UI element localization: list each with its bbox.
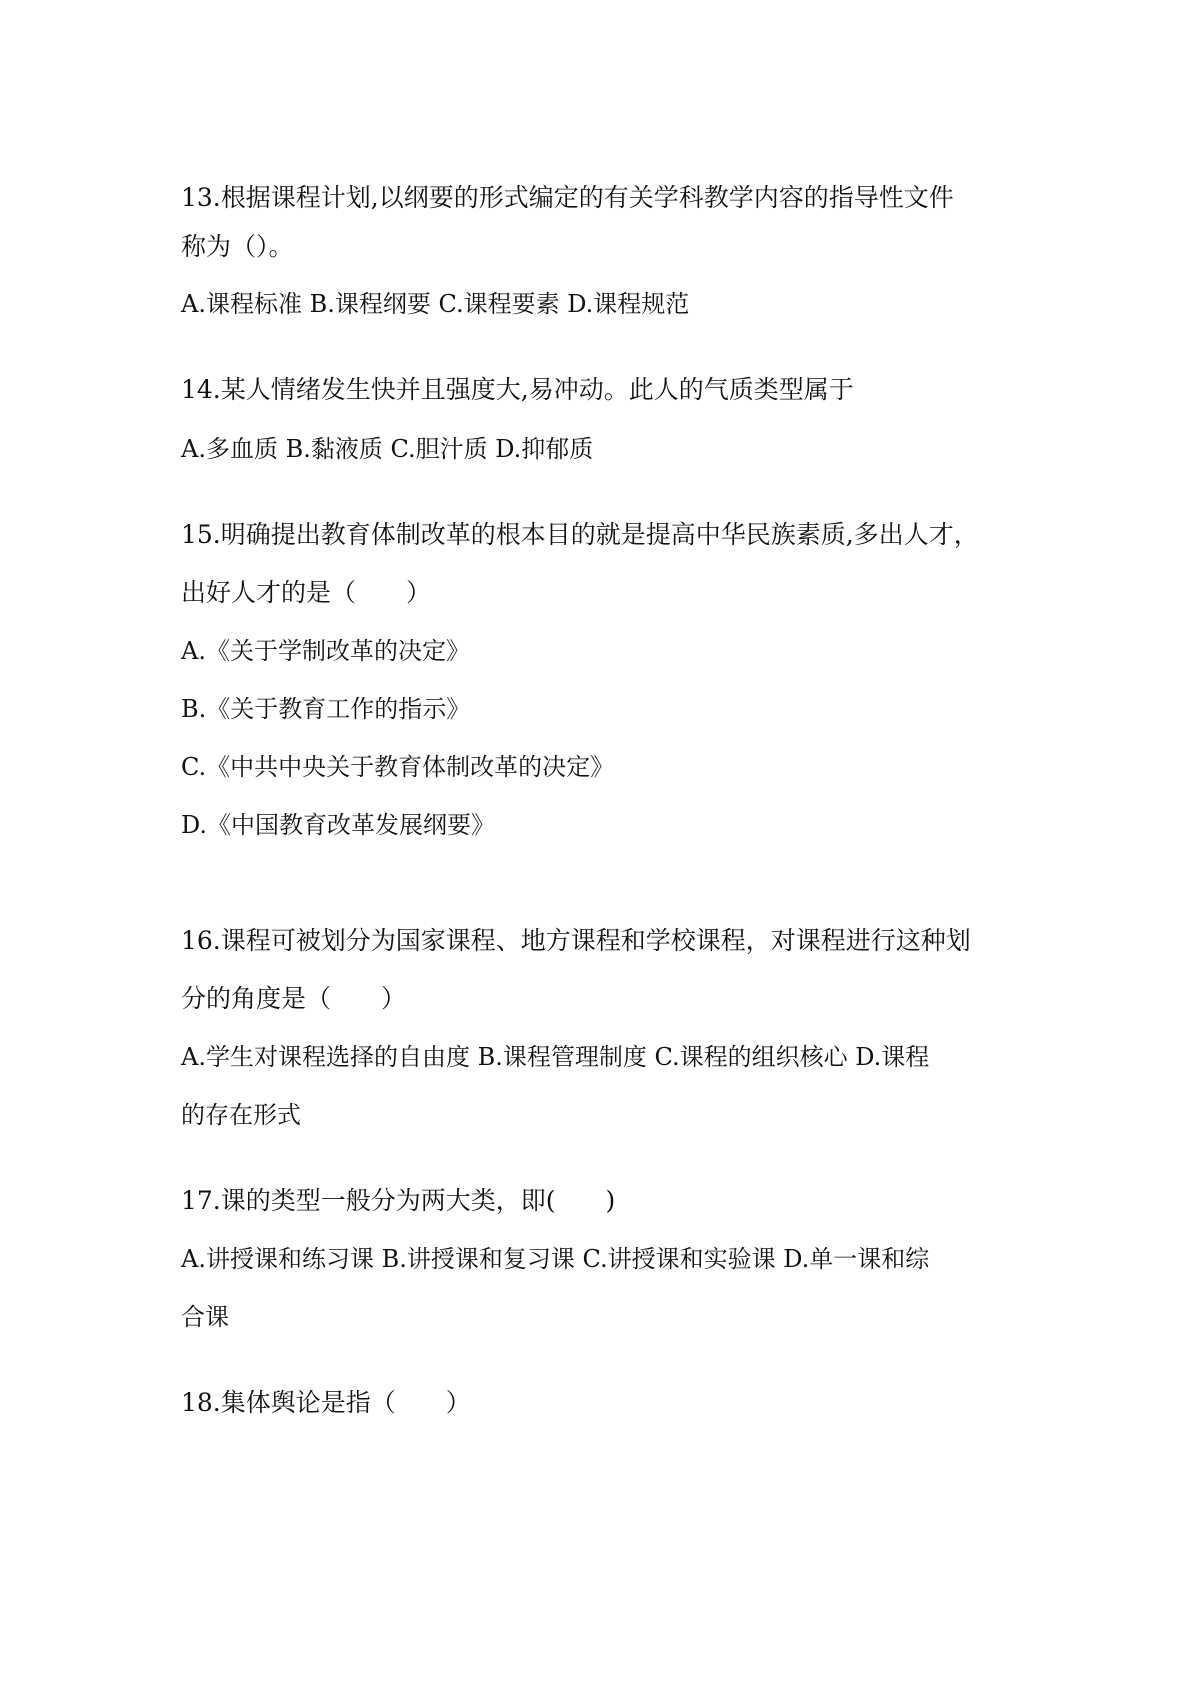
question-13-stem-line-2: 称为（）。 xyxy=(181,232,294,261)
question-16-options-line-2: 的存在形式 xyxy=(181,1101,301,1129)
question-17-options-line-1: A.讲授课和练习课 B.讲授课和复习课 C.讲授课和实验课 D.单一课和综 xyxy=(181,1245,930,1273)
question-16-stem-line-1: 16.课程可被划分为国家课程、地方课程和学校课程，对课程进行这种划 xyxy=(181,926,971,955)
question-15-stem-line-1: 15.明确提出教育体制改革的根本目的就是提高中华民族素质,多出人才， xyxy=(181,520,979,549)
question-13-stem-line-1: 13.根据课程计划,以纲要的形式编定的有关学科教学内容的指导性文件 xyxy=(181,183,954,212)
question-14-options: A.多血质 B.黏液质 C.胆汁质 D.抑郁质 xyxy=(181,435,594,463)
question-14-stem-line-1: 14.某人情绪发生快并且强度大,易冲动。此人的气质类型属于 xyxy=(181,375,854,404)
question-18-stem-line-1: 18.集体舆论是指（ ） xyxy=(181,1388,471,1417)
question-15-stem-line-2: 出好人才的是（ ） xyxy=(181,578,432,607)
question-16-options-line-1: A.学生对课程选择的自由度 B.课程管理制度 C.课程的组织核心 D.课程 xyxy=(181,1043,930,1071)
question-15-option-b: B.《关于教育工作的指示》 xyxy=(181,695,471,723)
question-15-option-a: A.《关于学制改革的决定》 xyxy=(181,637,470,665)
question-15-option-d: D.《中国教育改革发展纲要》 xyxy=(181,811,496,839)
question-13-options: A.课程标准 B.课程纲要 C.课程要素 D.课程规范 xyxy=(181,290,690,318)
question-17-stem-line-1: 17.课的类型一般分为两大类，即( ) xyxy=(181,1186,616,1215)
question-17-options-line-2: 合课 xyxy=(181,1303,229,1331)
question-16-stem-line-2: 分的角度是（ ） xyxy=(181,984,407,1013)
question-15-option-c: C.《中共中央关于教育体制改革的决定》 xyxy=(181,753,615,781)
